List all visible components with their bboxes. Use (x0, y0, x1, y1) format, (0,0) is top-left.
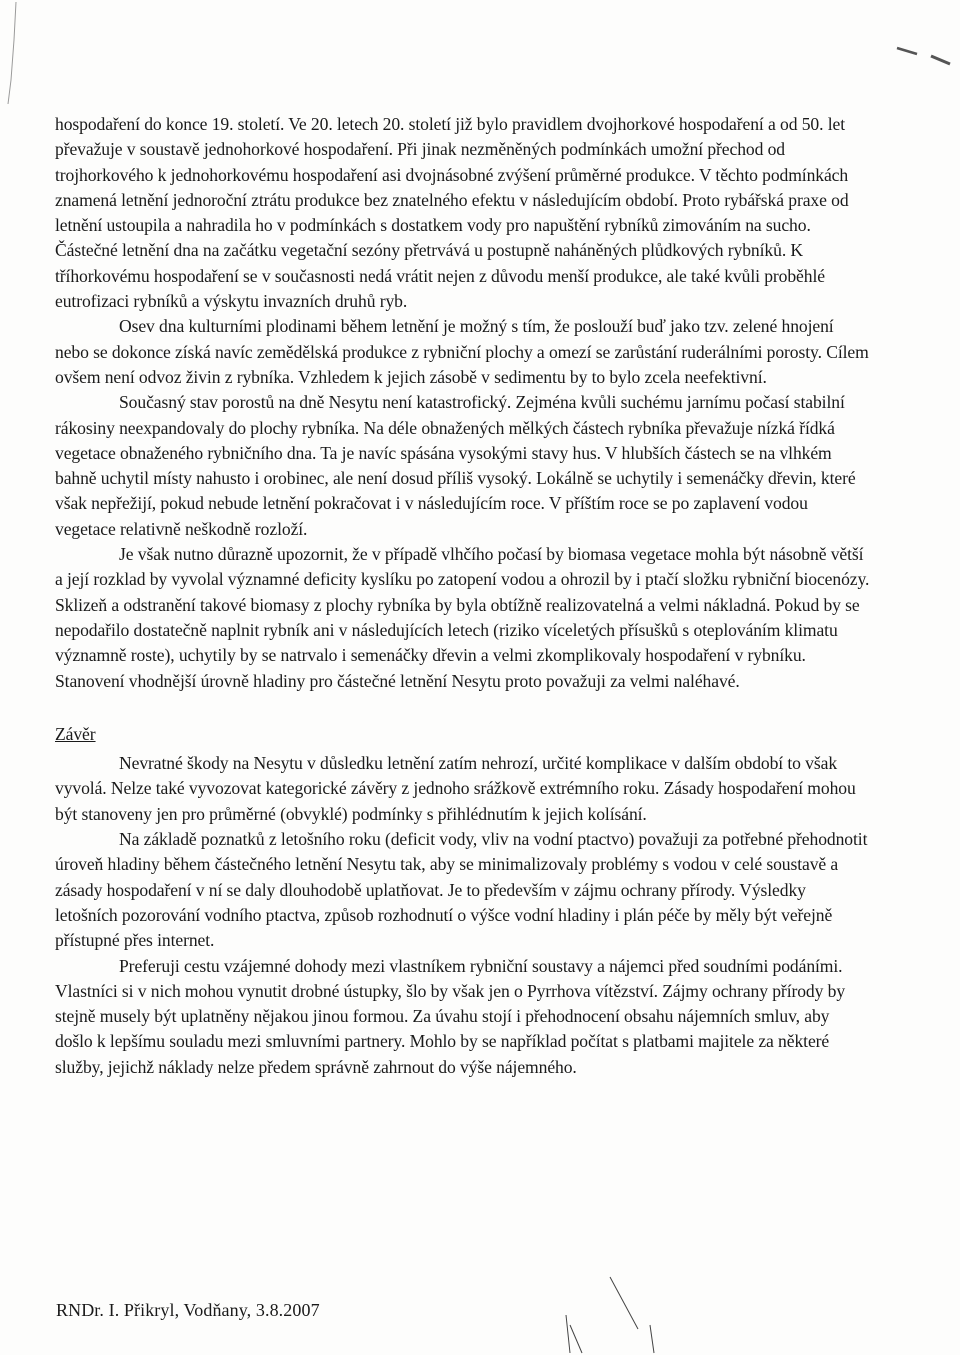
conclusion-paragraph-2: Na základě poznatků z letošního roku (deficit vody, vliv na vodní ptactvo) považuji za potřebné přehodnotit úroveň hladiny během částečného letnění Nesytu tak, aby se minimalizovaly problémy s vodou v celé soustavě a zásady hospodaření v ní se daly dlouhodobě uplatňovat. Je to především v zájmu ochrany přírody. Výsledky letošních pozorování vodního ptactva, způsob rozhodnutí o výšce vodní hladiny i plán péče by měly být veřejně přístupné přes internet. (55, 829, 868, 951)
paragraph-2: Osev dna kulturními plodinami během letnění je možný s tím, že poslouží buď jako tzv. zelené hnojení nebo se dokonce získá navíc zemědělská produkce z rybniční plochy a omezí se zarůstání ruderálními porosty. Cílem ovšem není odvoz živin z rybníka. Vzhledem k jejich zásobě v sedimentu by to bylo zcela neefektivní. (55, 316, 869, 387)
scan-mark-top-left (2, 0, 22, 110)
paragraph-1: hospodaření do konce 19. století. Ve 20. letech 20. století již bylo pravidlem dvojhorkové hospodaření a od 50. let převažuje v soustavě jednohorkové hospodaření. Při jinak nezměněných podmínkách umožní přechod od trojhorkového k jednohorkovému hospodaření asi dvojnásobné zvýšení průměrné produkce. V těchto podmínkách znamená letnění jednoroční ztrátu produkce bez znatelného efektu v následujícím období. Proto rybářská praxe od letnění ustoupila a nahradila ho v podmínkách s dostatkem vody pro napuštění rybníků zimováním na sucho. Částečné letnění dna na začátku vegetační sezóny přetrvává u postupně naháněných plůdkových rybníků. K tříhorkovému hospodaření se v současnosti nedá vrátit nejen z důvodu menší produkce, ale také kvůli proběhlé eutrofizaci rybníků a výskytu invazních druhů ryb. (55, 114, 849, 312)
document-body (55, 112, 870, 1080)
paragraph-4: Je však nutno důrazně upozornit, že v případě vlhčího počasí by biomasa vegetace mohla být násobně větší a její rozklad by vyvolal významné deficity kyslíku po zatopení vodou a ohrozil by i ptačí složku rybniční biocenózy. Sklizeň a odstranění takové biomasy z plochy rybníka by byla obtížně realizovatelná a velmi nákladná. Pokud by se nepodařilo dostatečně naplnit rybník ani v následujících letech (riziko víceletých přísušků s oteplováním klimatu významně roste), uchytily by se natrvalo i semenáčky dřevin a velmi zkomplikovaly hospodaření v rybníku. Stanovení vhodnější úrovně hladiny pro částečné letnění Nesytu proto považuji za velmi naléhavé. (55, 544, 870, 691)
signature-line: RNDr. I. Přikryl, Vodňany, 3.8.2007 (56, 1300, 320, 1320)
conclusion-paragraph-1: Nevratné škody na Nesytu v důsledku letnění zatím nehrozí, určité komplikace v dalším období to však vyvolá. Nelze také vyvozovat kategorické závěry z jednoho srážkově extrémního roku. Zásady hospodaření mohou být stanoveny jen pro průměrné (obvyklé) podmínky s přihlédnutím k jejich kolísání. (55, 753, 856, 824)
conclusion-paragraph-3: Preferuji cestu vzájemné dohody mezi vlastníkem rybniční soustavy a nájemci před soudními podáními. Vlastníci si v nich mohou vynutit drobné ústupky, šlo by však jen o Pyrrhova vítězství. Zájmy ochrany přírody by stejně musely být uplatněny nějakou jinou formou. Za úvahu stojí i přehodnocení obsahu nájemních smluv, aby došlo k lepšímu souladu mezi smluvními partnery. Mohlo by se například počítat s platbami majitele za některé služby, jejichž náklady nelze předem správně zahrnout do výše nájemného. (55, 955, 846, 1077)
paragraph-3: Současný stav porostů na dně Nesytu není katastrofický. Zejména kvůli suchému jarnímu počasí stabilní rákosiny neexpandovaly do plochy rybníka. Na déle obnažených mělkých částech rybníka převažuje nízká řídká vegetace obnaženého rybničního dna. Ta je navíc spásána vysokými stavy hus. V hlubších částech se na vlhkém bahně uchytil místy nahusto i orobinec, ale není dosud příliš vysoký. Lokálně se uchytily i semenáčky dřevin, které však nepřežijí, pokud nebude letnění pokračovat i v následujícím roce. V příštím roce se po zaplavení vodou vegetace relativně neškodně rozloží. (55, 392, 856, 539)
scan-mark-top-right (895, 40, 955, 70)
pen-stroke-bottom (560, 1275, 670, 1355)
conclusion-heading: Závěr (55, 723, 96, 744)
